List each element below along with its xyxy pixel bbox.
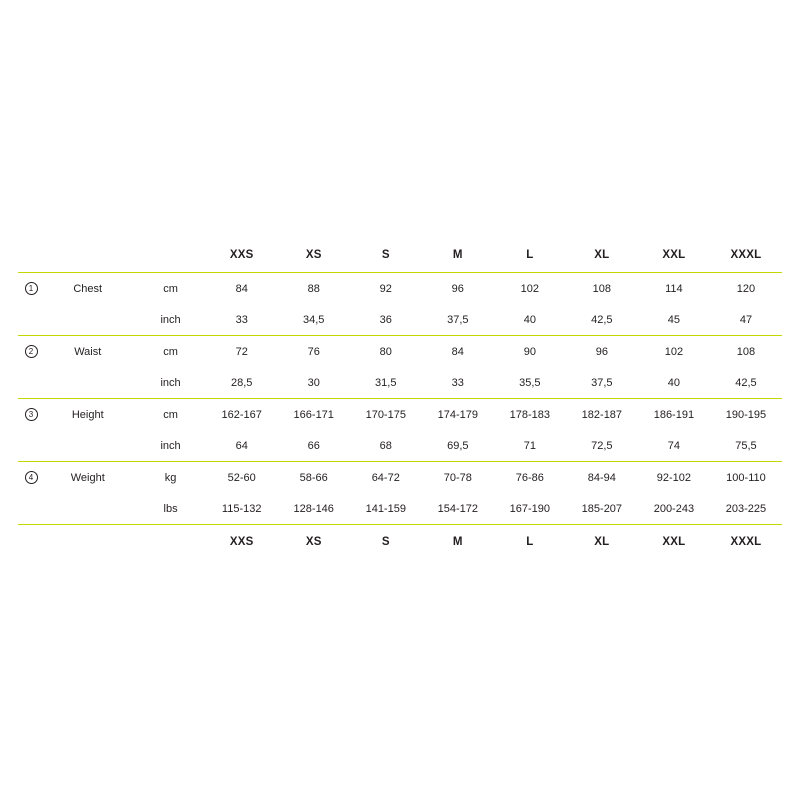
header-size-xl: XL xyxy=(594,249,610,261)
row-label-spacer xyxy=(42,367,131,399)
row-label-weight: Weight xyxy=(42,462,131,494)
cell-value: 108 xyxy=(566,273,638,305)
cell-value: 186-191 xyxy=(638,399,710,431)
footer-size-m: M xyxy=(422,525,494,560)
cell-value: 75,5 xyxy=(735,439,757,452)
cell-value: 47 xyxy=(739,313,753,326)
footer-size-xxxl: XXXL xyxy=(710,525,782,560)
header-size-m: M xyxy=(452,249,463,261)
cell-value: 68 xyxy=(379,439,392,452)
row-number-spacer xyxy=(18,493,42,525)
header-size-s: S xyxy=(381,249,390,261)
cell-value: 66 xyxy=(307,439,320,452)
row-unit-inch: inch xyxy=(160,439,181,452)
row-label-chest: Chest xyxy=(42,273,131,305)
cell-value: 166-171 xyxy=(278,399,350,431)
row-number-badge xyxy=(18,399,42,431)
table-row xyxy=(18,336,782,368)
row-unit-kg: kg xyxy=(131,462,205,494)
cell-value: 100-110 xyxy=(710,462,782,494)
cell-value: 42,5 xyxy=(735,376,757,389)
cell-value: 37,5 xyxy=(447,313,469,326)
cell-value: 70-78 xyxy=(422,462,494,494)
cell-value: 190-195 xyxy=(710,399,782,431)
cell-value: 40 xyxy=(523,313,536,326)
cell-value: 31,5 xyxy=(375,376,397,389)
table-row xyxy=(18,462,782,494)
cell-value: 185-207 xyxy=(581,502,623,515)
row-number-badge xyxy=(18,336,42,368)
footer-size-l: L xyxy=(494,525,566,560)
header-size-xxxl: XXXL xyxy=(730,249,762,261)
row-label-spacer xyxy=(42,430,131,462)
cell-value: 36 xyxy=(379,313,392,326)
measurement-number-1: 1 xyxy=(25,282,38,295)
footer-size-xxs: XXS xyxy=(206,525,278,560)
cell-value: 92 xyxy=(350,273,422,305)
table-row xyxy=(18,273,782,305)
header-size-xxs: XXS xyxy=(229,249,254,261)
table-row xyxy=(18,430,782,462)
cell-value: 42,5 xyxy=(591,313,613,326)
header-size-xs: XS xyxy=(305,249,322,261)
cell-value: 84 xyxy=(422,336,494,368)
cell-value: 178-183 xyxy=(494,399,566,431)
row-number-badge xyxy=(18,273,42,305)
row-label-spacer xyxy=(42,304,131,336)
cell-value: 76-86 xyxy=(494,462,566,494)
cell-value: 40 xyxy=(667,376,681,389)
cell-value: 64-72 xyxy=(350,462,422,494)
cell-value: 88 xyxy=(278,273,350,305)
measurement-number-3: 3 xyxy=(25,408,38,421)
cell-value: 102 xyxy=(638,336,710,368)
header-size-l: L xyxy=(526,249,534,261)
cell-value: 80 xyxy=(350,336,422,368)
cell-value: 37,5 xyxy=(591,376,613,389)
header-size-xxl: XXL xyxy=(662,249,686,261)
footer-size-xl: XL xyxy=(566,525,638,560)
row-unit-lbs: lbs xyxy=(163,502,178,515)
cell-value: 102 xyxy=(494,273,566,305)
measurement-number-2: 2 xyxy=(25,345,38,358)
cell-value: 114 xyxy=(638,273,710,305)
cell-value: 200-243 xyxy=(653,502,695,515)
cell-value: 74 xyxy=(667,439,681,452)
row-label-waist: Waist xyxy=(42,336,131,368)
size-chart-table xyxy=(18,238,782,559)
cell-value: 162-167 xyxy=(206,399,278,431)
cell-value: 84-94 xyxy=(566,462,638,494)
row-unit-cm: cm xyxy=(131,273,205,305)
row-unit-cm: cm xyxy=(131,336,205,368)
row-number-spacer xyxy=(18,367,42,399)
cell-value: 84 xyxy=(206,273,278,305)
cell-value: 203-225 xyxy=(725,502,767,515)
cell-value: 72 xyxy=(206,336,278,368)
cell-value: 58-66 xyxy=(278,462,350,494)
size-header-row xyxy=(18,238,782,273)
cell-value: 128-146 xyxy=(293,502,334,515)
table-row xyxy=(18,367,782,399)
cell-value: 170-175 xyxy=(350,399,422,431)
cell-value: 167-190 xyxy=(509,502,551,515)
header-spacer-unit xyxy=(131,238,205,273)
cell-value: 154-172 xyxy=(437,502,478,515)
row-unit-inch: inch xyxy=(160,313,181,326)
row-number-spacer xyxy=(18,430,42,462)
cell-value: 45 xyxy=(667,313,681,326)
cell-value: 96 xyxy=(566,336,638,368)
row-label-height: Height xyxy=(42,399,131,431)
header-spacer-label xyxy=(42,238,131,273)
footer-size-xs: XS xyxy=(278,525,350,560)
cell-value: 96 xyxy=(422,273,494,305)
cell-value: 120 xyxy=(710,273,782,305)
cell-value: 115-132 xyxy=(221,502,262,515)
table-row xyxy=(18,399,782,431)
cell-value: 35,5 xyxy=(519,376,541,389)
cell-value: 69,5 xyxy=(447,439,469,452)
footer-spacer-unit xyxy=(131,525,205,560)
cell-value: 33 xyxy=(235,313,248,326)
cell-value: 72,5 xyxy=(591,439,613,452)
cell-value: 64 xyxy=(235,439,248,452)
table-row xyxy=(18,493,782,525)
footer-spacer-label xyxy=(42,525,131,560)
row-number-badge xyxy=(18,462,42,494)
cell-value: 92-102 xyxy=(638,462,710,494)
cell-value: 108 xyxy=(710,336,782,368)
cell-value: 71 xyxy=(523,439,536,452)
cell-value: 30 xyxy=(307,376,320,389)
cell-value: 90 xyxy=(494,336,566,368)
cell-value: 28,5 xyxy=(230,376,253,389)
table-row xyxy=(18,304,782,336)
row-unit-cm: cm xyxy=(131,399,205,431)
cell-value: 182-187 xyxy=(566,399,638,431)
cell-value: 174-179 xyxy=(422,399,494,431)
row-label-spacer xyxy=(42,493,131,525)
footer-size-s: S xyxy=(350,525,422,560)
row-number-spacer xyxy=(18,304,42,336)
footer-spacer-number xyxy=(18,525,42,560)
row-unit-inch: inch xyxy=(160,376,181,389)
cell-value: 52-60 xyxy=(206,462,278,494)
size-footer-row xyxy=(18,525,782,560)
header-spacer-number xyxy=(18,238,42,273)
cell-value: 33 xyxy=(451,376,464,389)
measurement-number-4: 4 xyxy=(25,471,38,484)
cell-value: 76 xyxy=(278,336,350,368)
cell-value: 34,5 xyxy=(303,313,325,326)
footer-size-xxl: XXL xyxy=(638,525,710,560)
cell-value: 141-159 xyxy=(365,502,406,515)
